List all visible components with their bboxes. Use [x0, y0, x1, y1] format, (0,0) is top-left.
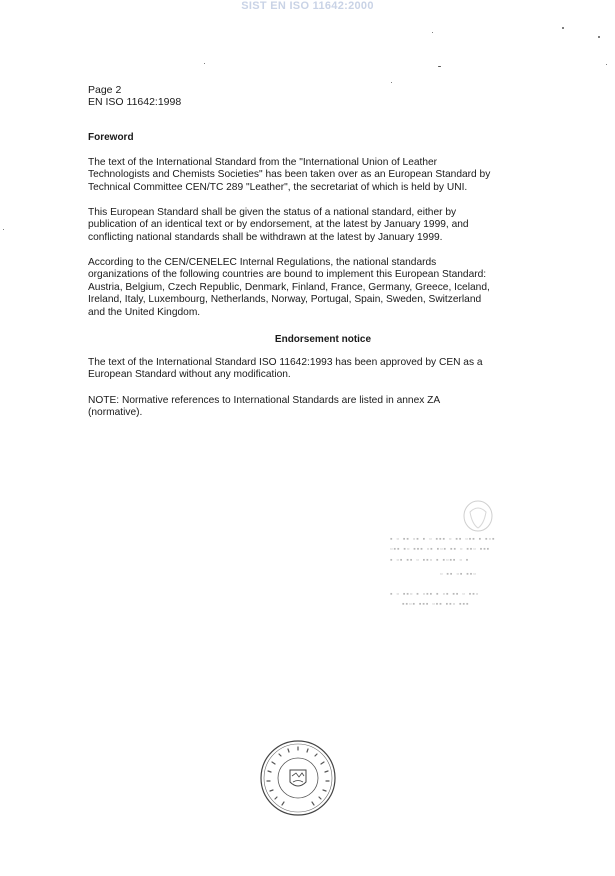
normative-note: [88, 395, 558, 420]
scan-speck: [432, 32, 433, 33]
scan-speck: [598, 36, 600, 38]
scan-speck: [391, 82, 392, 83]
official-seal-icon: [258, 738, 338, 818]
faded-stamp-line: ▪ ▫▪ ▪▪ ▫ ▪▪▫ ▪ ▪▫▪▪ ▫ ▪: [390, 557, 470, 564]
standard-number: EN ISO 11642:1998: [88, 96, 182, 108]
faded-stamp-line: ▫▪▪ ▪▫ ▪▪▪ ▫▪ ▪▫▪ ▪▪ ▫ ▪▪▫ ▪▪▪: [390, 546, 491, 553]
faded-emblem-icon: [458, 498, 498, 534]
text-line: Technical Committee CEN/TC 289 "Leather", the secretariat of which is held by UNI.: [88, 181, 468, 193]
foreword-heading: Foreword: [88, 132, 134, 143]
text-line: publication of an identical text or by endorsement, at the latest by January 1999, and: [88, 219, 469, 231]
text-line: The text of the International Standard ISO 11642:1993 has been approved by CEN as a: [88, 357, 483, 368]
text-line: NOTE: Normative references to International Standards are listed in annex ZA: [88, 395, 441, 406]
text-line: This European Standard shall be given the status of a national standard, either by: [88, 207, 457, 218]
faded-stamp-line: ▫ ▪▪ ▫▪ ▪▪▫: [440, 571, 477, 578]
text-line: Technologists and Chemists Societies" has been taken over as an European Standard by: [88, 169, 491, 181]
scan-speck: [204, 63, 205, 64]
text-line: According to the CEN/CENELEC Internal Regulations, the national standards: [88, 257, 437, 268]
text-line: Austria, Belgium, Czech Republic, Denmark, Finland, France, Germany, Greece, Iceland,: [88, 281, 490, 293]
faded-stamp-line: ▪ ▫ ▪▪▫ ▪ ▫▪▪ ▪ ▫▪ ▪▪ ▫ ▪▪▫: [390, 591, 480, 598]
foreword-paragraph-2: [88, 207, 558, 244]
text-line: conflicting national standards shall be withdrawn at the latest by January 1999.: [88, 231, 443, 243]
text-line: European Standard without any modification.: [88, 369, 291, 381]
endorsement-heading: Endorsement notice: [274, 334, 372, 345]
text-line: organizations of the following countries are bound to implement this European Standard:: [88, 269, 487, 281]
page-header: [88, 84, 181, 108]
scan-speck: [3, 229, 4, 230]
scan-speck: [562, 27, 564, 29]
faded-stamp-line: ▪▪▫▪ ▪▪▪ ▫▪▪ ▪▪▫ ▪▪▪: [402, 601, 470, 608]
text-line: (normative).: [88, 407, 143, 419]
text-line: Ireland, Italy, Luxembourg, Netherlands, Norway, Portugal, Spain, Sweden, Switzerland: [88, 294, 482, 306]
page-number: Page 2: [88, 84, 122, 96]
text-line: and the United Kingdom.: [88, 306, 201, 318]
text-line: The text of the International Standard from the "International Union of Leather: [88, 157, 438, 168]
scan-speck: [438, 66, 441, 67]
foreword-paragraph-3: [88, 257, 558, 319]
faded-stamp-line: ▪ ▫ ▪▪ ▫▪ ▪ ▫ ▪▪▪ ▫ ▪▪ ▫▪▪ ▪ ▪▫▪: [390, 536, 496, 543]
endorsement-paragraph: [88, 357, 558, 382]
foreword-paragraph-1: [88, 157, 558, 194]
document-watermark: SIST EN ISO 11642:2000: [241, 0, 374, 12]
scan-speck: [606, 64, 607, 65]
